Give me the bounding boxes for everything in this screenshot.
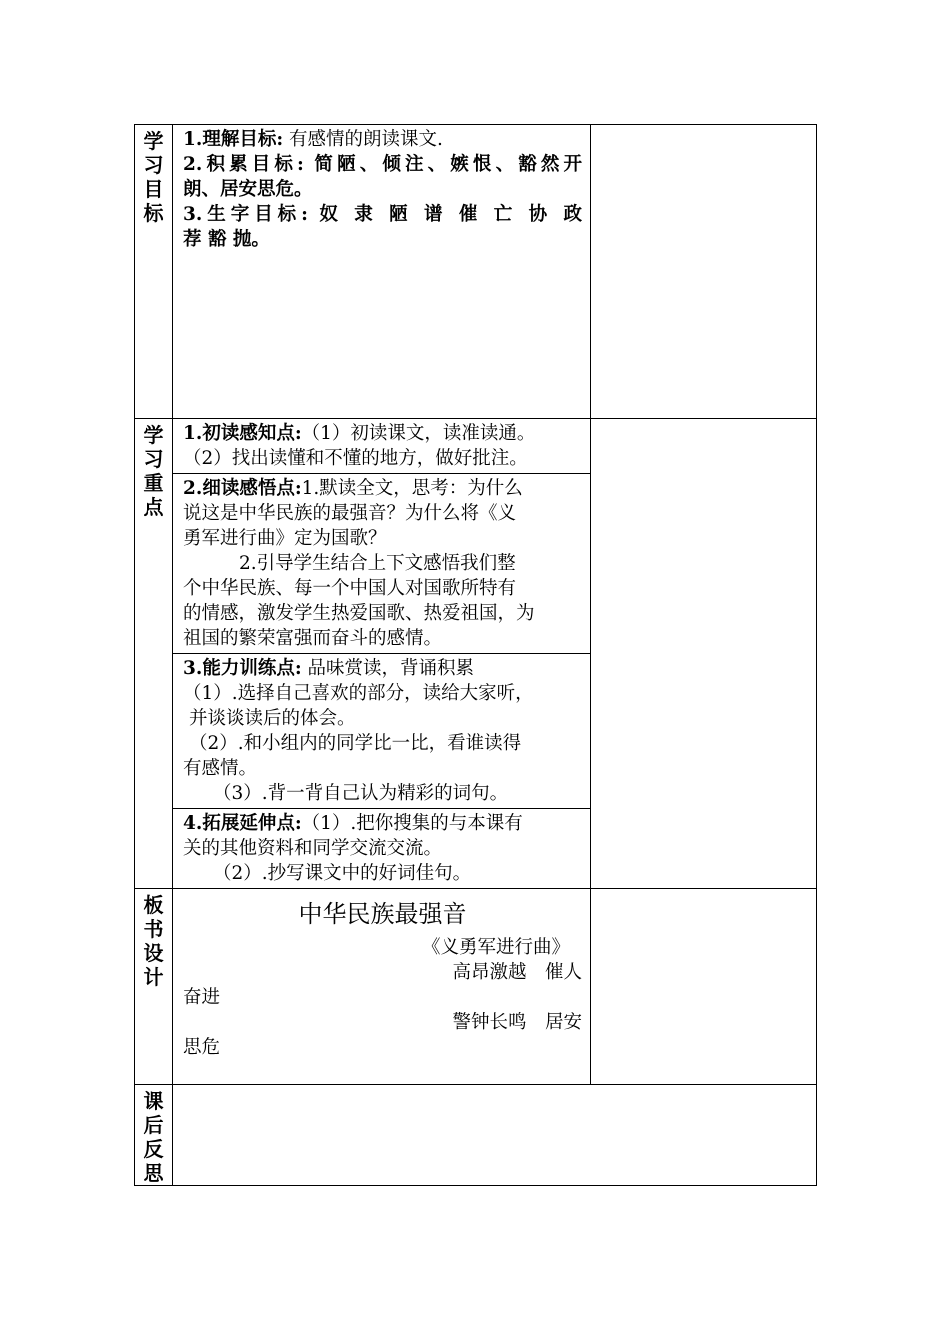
focus-point-3-line5: 有感情。 bbox=[183, 758, 258, 779]
board-label-char: 板 bbox=[143, 893, 164, 917]
reflection-label-char: 反 bbox=[143, 1137, 164, 1161]
goals-label-char: 学 bbox=[143, 129, 164, 153]
goals-row bbox=[135, 125, 817, 419]
goals-label-char: 习 bbox=[143, 153, 164, 177]
goal-item-2-line1: 2.积累目标: 简陋、倾注、嫉恨、豁然开 bbox=[183, 154, 582, 175]
focus-label-char: 习 bbox=[143, 447, 164, 471]
goal-item-3-line1: 3.生字目标: 奴 隶 陋 谱 催 亡 协 政 bbox=[183, 204, 582, 225]
focus-point-4-text: （1）.把你搜集的与本课有 bbox=[301, 813, 523, 834]
focus-point-2-line5: 个中华民族、每一个中国人对国歌所特有 bbox=[183, 578, 517, 599]
goals-label-char: 标 bbox=[143, 201, 164, 225]
focus-point-2 bbox=[173, 474, 591, 654]
focus-point-2-line7: 祖国的繁荣富强而奋斗的感情。 bbox=[183, 628, 443, 649]
focus-point-2-text: 1.默读全文，思考：为什么 bbox=[301, 478, 523, 499]
board-row bbox=[135, 889, 817, 1085]
focus-point-3-line4: （2）.和小组内的同学比一比，看谁读得 bbox=[189, 733, 522, 754]
focus-point-1-line2: （2）找出读懂和不懂的地方，做好批注。 bbox=[183, 448, 528, 469]
focus-point-2-line4: 2.引导学生结合上下文感悟我们整 bbox=[239, 553, 516, 574]
focus-point-2-line6: 的情感，激发学生热爱国歌、热爱祖国，为 bbox=[183, 603, 535, 624]
goal-item-1 bbox=[183, 127, 582, 152]
focus-point-3 bbox=[173, 654, 591, 809]
goals-content bbox=[173, 125, 591, 419]
focus-row-1 bbox=[135, 419, 817, 474]
reflection-label-char: 思 bbox=[143, 1161, 164, 1185]
focus-point-2-head: 2.细读感悟点: bbox=[183, 478, 302, 499]
board-label bbox=[135, 889, 173, 1085]
board-title: 中华民族最强音 bbox=[298, 900, 467, 928]
focus-point-3-text: 品味赏读，背诵积累 bbox=[301, 658, 475, 679]
focus-point-4-line2: 关的其他资料和同学交流交流。 bbox=[183, 838, 443, 859]
focus-label-char: 重 bbox=[143, 471, 164, 495]
reflection-content bbox=[173, 1085, 817, 1186]
focus-point-4-line1 bbox=[183, 811, 582, 836]
goals-label-char: 目 bbox=[143, 177, 164, 201]
board-line3: 奋进 bbox=[183, 987, 221, 1008]
board-line1: 《义勇军进行曲》 bbox=[421, 937, 570, 958]
focus-point-4 bbox=[173, 809, 591, 889]
focus-point-1-head: 1.初读感知点: bbox=[183, 423, 302, 444]
lesson-plan-table bbox=[134, 124, 817, 1186]
board-content bbox=[173, 889, 591, 1085]
goal-item-1-text: 有感情的朗读课文. bbox=[283, 129, 443, 150]
focus-point-2-line2: 说这是中华民族的最强音？为什么将《义 bbox=[183, 503, 517, 524]
focus-point-1 bbox=[173, 419, 591, 474]
focus-label-char: 点 bbox=[143, 495, 164, 519]
focus-point-3-line2: （1）.选择自己喜欢的部分，读给大家听， bbox=[183, 683, 534, 704]
focus-label bbox=[135, 419, 173, 889]
focus-point-4-line3: （2）.抄写课文中的好词佳句。 bbox=[213, 863, 472, 884]
focus-label-char: 学 bbox=[143, 423, 164, 447]
board-label-char: 计 bbox=[143, 965, 164, 989]
board-label-char: 设 bbox=[143, 941, 164, 965]
reflection-row bbox=[135, 1085, 817, 1186]
focus-point-2-line3: 勇军进行曲》定为国歌？ bbox=[183, 528, 387, 549]
reflection-label-char: 后 bbox=[143, 1113, 164, 1137]
focus-point-1-line1 bbox=[183, 421, 582, 446]
focus-point-1-text: （1）初读课文，读准读通。 bbox=[301, 423, 536, 444]
reflection-label bbox=[135, 1085, 173, 1186]
focus-notes-cell bbox=[591, 419, 817, 889]
focus-point-3-line3: 并谈谈读后的体会。 bbox=[189, 708, 356, 729]
focus-point-3-line6: （3）.背一背自己认为精彩的词句。 bbox=[213, 783, 509, 804]
board-line4: 警钟长鸣 居安 bbox=[452, 1012, 582, 1033]
board-line2: 高昂激越 催人 bbox=[452, 962, 582, 983]
goals-notes-cell bbox=[591, 125, 817, 419]
goal-item-1-head: 1.理解目标: bbox=[183, 129, 284, 150]
board-line5: 思危 bbox=[183, 1037, 221, 1058]
focus-point-3-head: 3.能力训练点: bbox=[183, 658, 302, 679]
board-notes-cell bbox=[591, 889, 817, 1085]
goal-item-3-line2: 荐 豁 抛。 bbox=[183, 229, 270, 250]
focus-point-3-line1 bbox=[183, 656, 582, 681]
goal-item-2-line2: 朗、居安思危。 bbox=[183, 179, 313, 200]
focus-point-2-line1 bbox=[183, 476, 582, 501]
focus-point-4-head: 4.拓展延伸点: bbox=[183, 813, 302, 834]
board-label-char: 书 bbox=[143, 917, 164, 941]
goals-label bbox=[135, 125, 173, 419]
reflection-label-char: 课 bbox=[143, 1089, 164, 1113]
